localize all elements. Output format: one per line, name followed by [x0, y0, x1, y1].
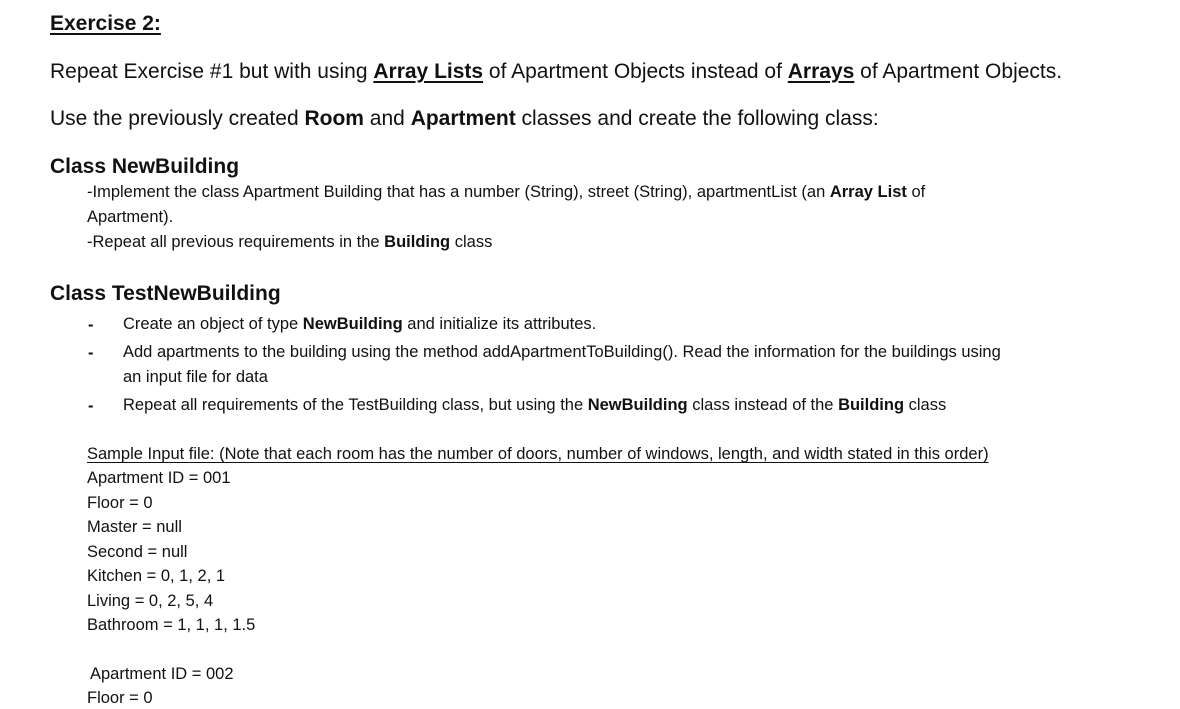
- bullet-dash: -: [88, 316, 94, 334]
- sample-line: Apartment ID = 002: [90, 665, 234, 683]
- intro-p2-text-c: and: [363, 107, 411, 130]
- item1-text-a: Create an object of type: [123, 315, 303, 333]
- intro-paragraph-1: [50, 60, 1062, 84]
- list-item: [123, 315, 596, 334]
- class1-line1-text-c: of: [906, 183, 926, 201]
- class-newbuilding-heading: Class NewBuilding: [50, 155, 240, 178]
- sample-input-heading: Sample Input file: (Note that each room has the number of doors, number of windows, length, and width stated in this order): [87, 445, 989, 463]
- intro-p2-text-a: Use the previously created: [50, 107, 305, 130]
- class-testnewbuilding-heading: Class TestNewBuilding: [50, 282, 281, 305]
- item1-newbuilding: NewBuilding: [302, 315, 403, 333]
- bullet-dash: -: [88, 344, 94, 362]
- intro-p1-arrays: Arrays: [787, 60, 855, 83]
- item3-text-c: class instead of the: [687, 396, 839, 414]
- intro-p1-text-e: of Apartment Objects.: [854, 60, 1063, 83]
- sample-line: Apartment ID = 001: [87, 469, 231, 487]
- sample-line: Kitchen = 0, 1, 2, 1: [87, 567, 226, 585]
- sample-line: Floor = 0: [87, 494, 153, 512]
- sample-line: Bathroom = 1, 1, 1, 1.5: [87, 616, 256, 634]
- intro-p2-text-e: classes and create the following class:: [515, 107, 879, 130]
- item3-newbuilding: NewBuilding: [587, 396, 688, 414]
- intro-p1-text-a: Repeat Exercise #1 but with using: [50, 60, 374, 83]
- sample-line: Second = null: [87, 543, 188, 561]
- class1-line3-building: Building: [384, 233, 451, 251]
- bullet-dash: -: [88, 397, 94, 415]
- list-item: Add apartments to the building using the method addApartmentToBuilding(). Read the information for the buildings using: [123, 343, 1001, 361]
- list-item-continuation: an input file for data: [123, 368, 268, 386]
- sample-line: Living = 0, 2, 5, 4: [87, 592, 214, 610]
- class1-line3-text-a: -Repeat all previous requirements in the: [87, 233, 385, 251]
- intro-p2-apartment: Apartment: [410, 107, 516, 130]
- sample-line: Master = null: [87, 518, 182, 536]
- item3-text-a: Repeat all requirements of the TestBuilding class, but using the: [123, 396, 588, 414]
- class-newbuilding-line-2: Apartment).: [87, 208, 174, 226]
- class-newbuilding-line-3: [87, 233, 492, 252]
- intro-paragraph-2: [50, 107, 879, 131]
- class-newbuilding-line-1: [87, 183, 925, 202]
- list-item: [123, 396, 946, 415]
- class1-line1-array-list: Array List: [829, 183, 907, 201]
- class1-line1-text-a: -Implement the class Apartment Building that has a number (String), street (String), apartmentList (an: [87, 183, 830, 201]
- item1-text-c: and initialize its attributes.: [402, 315, 597, 333]
- sample-line: Floor = 0: [87, 689, 153, 707]
- item3-text-e: class: [904, 396, 947, 414]
- intro-p1-array-lists: Array Lists: [373, 60, 484, 83]
- item3-building: Building: [838, 396, 905, 414]
- exercise-title: Exercise 2:: [50, 12, 161, 35]
- intro-p1-text-c: of Apartment Objects instead of: [483, 60, 788, 83]
- intro-p2-room: Room: [304, 107, 364, 130]
- class1-line3-text-c: class: [450, 233, 493, 251]
